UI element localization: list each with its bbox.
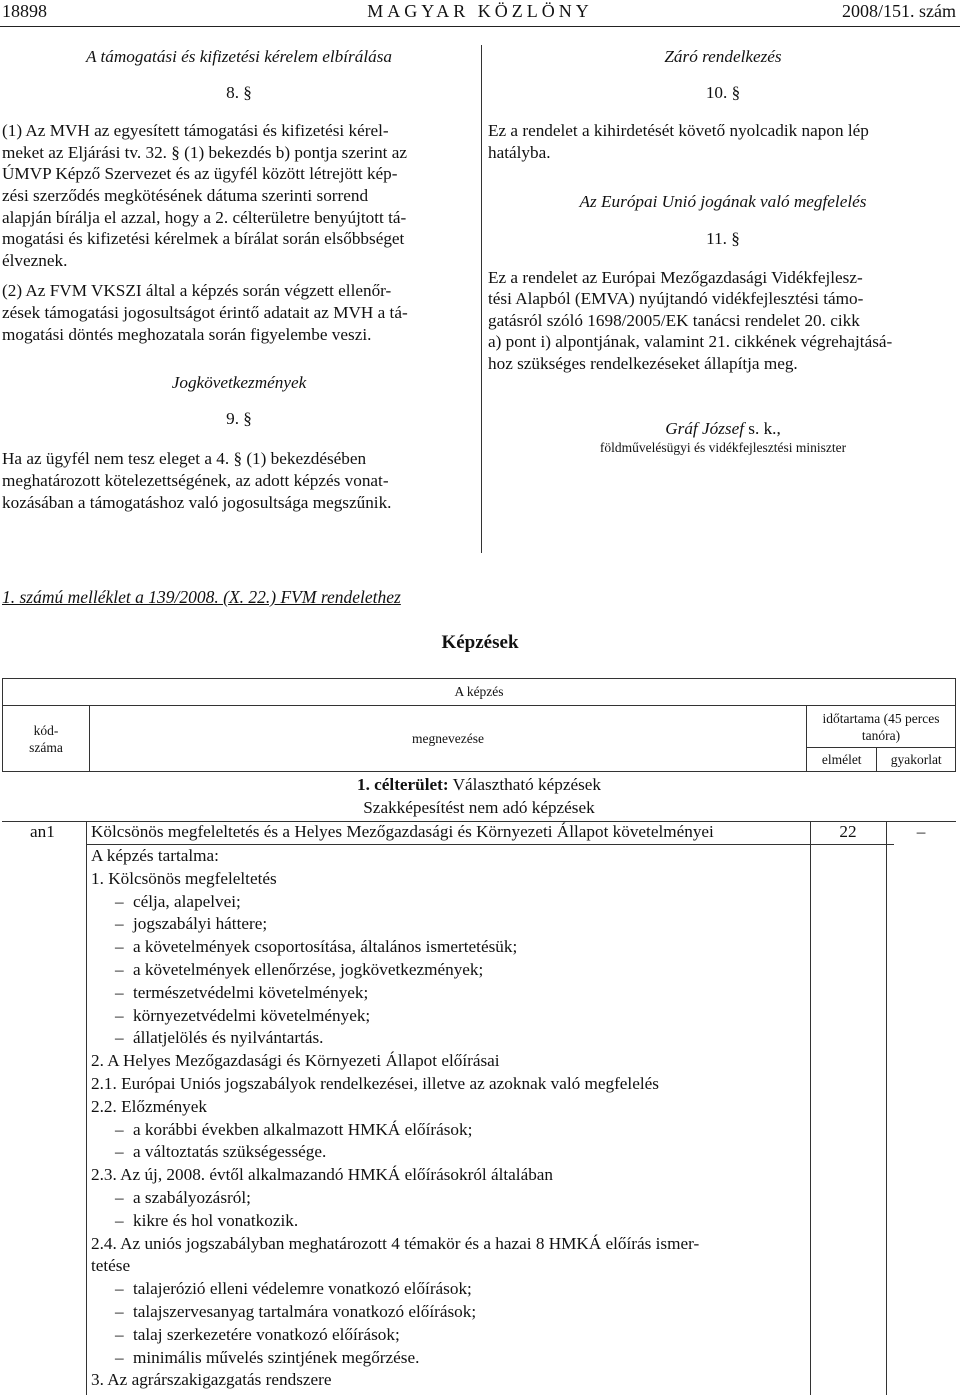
content-line (91, 1233, 806, 1256)
content-text: tetése (91, 1256, 131, 1276)
content-line (91, 1050, 806, 1073)
content-text: 2.2. Előzmények (91, 1096, 207, 1116)
issue-number: 2008/151. szám (842, 1, 956, 21)
content-line (91, 1164, 806, 1187)
section-heading-evaluation: A támogatási és kifizetési kérelem elbírálása (86, 47, 392, 66)
section-number-9: 9. § (226, 408, 252, 428)
content-text: A képzés tartalma: (91, 846, 219, 865)
dash-bullet: – (115, 1324, 124, 1344)
paragraph-8-2-line: (2) Az FVM VKSZI által a képzés során végzett ellenőr- (2, 281, 392, 301)
signer-name: Gráf József (665, 418, 744, 438)
header-code: kód- száma (3, 706, 90, 772)
content-line (91, 936, 806, 959)
signer-suffix: s. k., (744, 418, 781, 438)
column-divider (481, 45, 482, 553)
paragraph-9-line: kozásában a támogatáshoz való jogosultsága megszűnik. (2, 492, 392, 512)
dash-bullet: – (115, 1142, 124, 1162)
content-text: kikre és hol vonatkozik. (133, 1210, 299, 1230)
training-table-body (2, 775, 956, 1395)
content-line (91, 845, 806, 868)
header-practice: gyakorlat (877, 748, 956, 772)
paragraph-11-line: tési Alapból (EMVA) nyújtandó vidékfejlesztési támo- (488, 289, 864, 309)
content-line (91, 1141, 806, 1164)
paragraph-11 (488, 267, 958, 375)
training-content (91, 845, 806, 1392)
content-line (91, 959, 806, 982)
subheading-row: Szakképesítést nem adó képzések (363, 798, 595, 817)
content-line (91, 1301, 806, 1324)
paragraph-8-2-line: mogatási döntés meghozatala során figyelembe veszi. (2, 324, 372, 344)
content-text: természetvédelmi követelmények; (133, 982, 369, 1002)
content-text: 1. Kölcsönös megfeleltetés (91, 868, 277, 888)
paragraph-8-1-line: élveznek. (2, 250, 68, 270)
content-line (91, 891, 806, 914)
dash-bullet: – (115, 959, 124, 979)
running-header (0, 0, 960, 27)
paragraph-9-line: Ha az ügyfél nem tesz eleget a 4. § (1) bekezdésében (2, 449, 367, 469)
dash-bullet: – (115, 1028, 124, 1048)
dash-bullet: – (115, 1005, 124, 1025)
content-text: állatjelölés és nyilvántartás. (133, 1028, 324, 1048)
content-text: a korábbi években alkalmazott HMKÁ előírások; (133, 1119, 473, 1139)
dash-bullet: – (115, 1119, 124, 1139)
content-text: talajerózió elleni védelemre vonatkozó előírások; (133, 1279, 472, 1299)
header-group: A képzés (3, 679, 956, 706)
paragraph-9-line: meghatározott kötelezettségének, az adott képzés vonat- (2, 470, 389, 490)
paragraph-8-2 (2, 280, 476, 345)
dash-bullet: – (115, 914, 124, 934)
paragraph-8-1-line: mogatási és kifizetési kérelmek a bírálat során elsőbbséget (2, 229, 405, 249)
dash-bullet: – (115, 1210, 124, 1230)
an1-code: an1 (30, 822, 55, 841)
dash-bullet: – (115, 891, 124, 911)
content-text: 2.3. Az új, 2008. évtől alkalmazandó HMKÁ előírásokról általában (91, 1165, 554, 1185)
col-line-2 (810, 821, 811, 1395)
header-name: megnevezése (90, 706, 807, 772)
content-line (91, 1324, 806, 1347)
content-text: 2.4. Az uniós jogszabályban meghatározott 4 témakör és a hazai 8 HMKÁ előírás ismer- (91, 1233, 700, 1253)
section-number-11: 11. § (706, 228, 740, 248)
an1-name: Kölcsönös megfeleltetés és a Helyes Mezőgazdasági és Környezeti Állapot követelményei (91, 822, 714, 841)
dash-bullet: – (115, 1347, 124, 1367)
left-column (2, 46, 476, 513)
paragraph-11-line: gatásról szóló 1698/2005/EK tanácsi rendelet 20. cikk (488, 310, 860, 330)
content-text: célja, alapelvei; (133, 891, 241, 911)
dash-bullet: – (115, 1279, 124, 1299)
annex-heading: Képzések (441, 632, 519, 653)
content-text: minimális művelés szintjének megőrzése. (133, 1347, 420, 1367)
section-heading-final: Záró rendelkezés (664, 47, 782, 66)
content-line (91, 1369, 806, 1392)
paragraph-11-line: hoz szükséges rendelkezéseket állapítja meg. (488, 353, 798, 373)
content-line (91, 982, 806, 1005)
content-line (91, 1119, 806, 1142)
paragraph-8-2-line: zések támogatási jogosultságot érintő adatait az MVH a tá- (2, 302, 408, 322)
an1-practice: – (916, 822, 926, 841)
section-heading-eu: Az Európai Unió jogának való megfelelés (579, 192, 867, 212)
content-text: a változtatás szükségessége. (133, 1142, 327, 1162)
annex-title: 1. számú melléklet a 139/2008. (X. 22.) FVM rendelethez (2, 587, 401, 607)
target-area-value: Választható képzések (448, 775, 602, 794)
content-line (91, 1187, 806, 1210)
paragraph-8-1-line: ÚMVP Képző Szervezet és az ügyfél között létrejött kép- (2, 164, 398, 184)
paragraph-8-1-line: zési szerződés megkötésének dátuma szerinti sorrend (2, 185, 369, 205)
content-text: a követelmények ellenőrzése, jogkövetkezmények; (133, 959, 484, 979)
target-area-row (2, 774, 956, 797)
dash-bullet: – (115, 937, 124, 957)
content-line (91, 1096, 806, 1119)
content-text: talajszervesanyag tartalmára vonatkozó előírások; (133, 1301, 477, 1321)
content-text: a szabályozásról; (133, 1187, 251, 1207)
content-line (91, 1278, 806, 1301)
dash-bullet: – (115, 982, 124, 1002)
paragraph-9 (2, 448, 476, 513)
right-column (488, 46, 958, 457)
content-line (91, 1005, 806, 1028)
content-line (91, 1027, 806, 1050)
paragraph-8-1-line: meket az Eljárási tv. 32. § (1) bekezdés b) pontja szerint az (2, 142, 408, 162)
signer-title: földművelésügyi és vidékfejlesztési miniszter (599, 440, 847, 456)
content-text: 2. A Helyes Mezőgazdasági és Környezeti Állapot előírásai (91, 1051, 500, 1071)
dash-bullet: – (115, 1187, 124, 1207)
paragraph-11-line: Ez a rendelet az Európai Mezőgazdasági Vidékfejlesz- (488, 267, 863, 287)
dash-bullet: – (115, 1301, 124, 1321)
content-text: a követelmények csoportosítása, általános ismertetésük; (133, 937, 518, 957)
paragraph-8-1-line: (1) Az MVH az egyesített támogatási és kifizetési kérel- (2, 121, 389, 141)
page-number: 18898 (2, 1, 47, 21)
content-line (91, 1073, 806, 1096)
paragraph-11-line: a) pont i) alpontjának, valamint 21. cikkének végrehajtásá- (488, 332, 893, 352)
header-duration: időtartama (45 perces tanóra) (807, 706, 956, 748)
content-line (91, 1210, 806, 1233)
content-text: 2.1. Európai Uniós jogszabályok rendelkezései, illetve az azoknak való megfelelés (91, 1073, 659, 1093)
signature (488, 418, 958, 440)
journal-title: MAGYAR KÖZLÖNY (367, 1, 593, 21)
paragraph-8-1-line: alapján bírálja el azzal, hogy a 2. célterületre benyújtott tá- (2, 207, 407, 227)
content-text: talaj szerkezetére vonatkozó előírások; (133, 1324, 400, 1344)
section-number-10: 10. § (705, 82, 741, 102)
content-line (91, 1347, 806, 1370)
paragraph-10-line: Ez a rendelet a kihirdetését követő nyolcadik napon lép (488, 121, 869, 141)
an1-theory: 22 (839, 822, 857, 841)
content-text: környezetvédelmi követelmények; (133, 1005, 371, 1025)
paragraph-8-1 (2, 120, 476, 271)
training-table-header (2, 678, 956, 772)
content-text: jogszabályi háttere; (133, 914, 268, 934)
content-line (91, 868, 806, 891)
section-heading-consequences: Jogkövetkezmények (171, 373, 307, 393)
paragraph-10-line: hatályba. (488, 142, 551, 162)
section-number-8: 8. § (226, 82, 252, 102)
content-line (91, 1255, 806, 1278)
paragraph-10 (488, 120, 958, 163)
header-theory: elmélet (807, 748, 877, 772)
col-line-1 (86, 821, 87, 1395)
target-area-label: 1. célterület: (356, 775, 449, 794)
col-line-3 (886, 821, 887, 1395)
content-text: 3. Az agrárszakigazgatás rendszere (91, 1370, 332, 1390)
content-line (91, 913, 806, 936)
